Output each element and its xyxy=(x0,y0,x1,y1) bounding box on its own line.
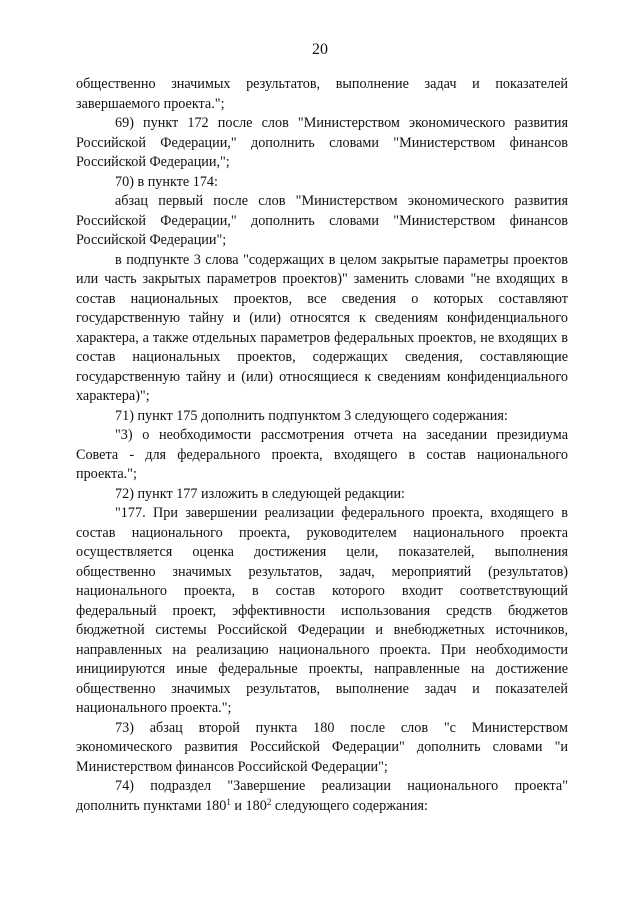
superscript: 1 xyxy=(226,796,231,807)
paragraph-text: следующего содержания: xyxy=(271,797,428,814)
superscript: 2 xyxy=(266,796,272,807)
document-body xyxy=(76,75,568,816)
paragraph: абзац первый после слов "Министерством экономического развития Российской Федерации," дополнить словами "Министерством финансов Российской Федерации"; xyxy=(76,193,568,248)
paragraph: общественно значимых результатов, выполнение задач и показателей завершаемого проекта."; xyxy=(76,76,568,112)
paragraph: 70) в пункте 174: xyxy=(115,173,218,190)
paragraph: "177. При завершении реализации федерального проекта, входящего в состав национального проекта, руководителем национального проекта осуществляется оценка достижения цели, показателей, выполнения общественно значимых результатов, задач, мероприятий (результатов) национального проекта, в состав которого входит соответствующий федеральный проект, эффективности использования средств бюджетов бюджетной системы Российской Федерации и внебюджетных источников, направленных на реализацию национального проекта. При необходимости инициируются иные федеральные проекты, направленные на достижение общественно значимых результатов, выполнение задач и показателей национального проекта."; xyxy=(76,505,568,716)
paragraph: 73) абзац второй пункта 180 после слов "с Министерством экономического развития Российской Федерации" дополнить словами "и Министерством финансов Российской Федерации"; xyxy=(76,719,568,775)
paragraph: 72) пункт 177 изложить в следующей редакции: xyxy=(115,485,405,502)
paragraph: 69) пункт 172 после слов "Министерством экономического развития Российской Федерации," дополнить словами "Министерством финансов Российской Федерации,"; xyxy=(76,115,568,170)
page-number: 20 xyxy=(312,41,328,58)
paragraph-text: и 180 xyxy=(230,797,267,814)
paragraph-text: 74) подраздел "Завершение реализации национального проекта" дополнить пунктами 180 xyxy=(76,778,568,814)
paragraph: в подпункте 3 слова "содержащих в целом закрытые параметры проектов или часть закрытых параметров проектов)" заменить словами "не входящих в состав национальных проектов, все сведения о которых составляют государственную тайну и (или) относятся к сведениям конфиденциального характера, а также отдельных параметров федеральных проектов, не входящих в состав национальных проектов, содержащих сведения, составляющие государственную тайну и (или) относящиеся к сведениям конфиденциального характера)"; xyxy=(76,251,568,404)
paragraph: 71) пункт 175 дополнить подпунктом 3 следующего содержания: xyxy=(115,407,508,424)
paragraph-last xyxy=(76,777,568,816)
paragraph: "3) о необходимости рассмотрения отчета на заседании президиума Совета - для федерального проекта, входящего в состав национального проекта."; xyxy=(76,427,568,482)
